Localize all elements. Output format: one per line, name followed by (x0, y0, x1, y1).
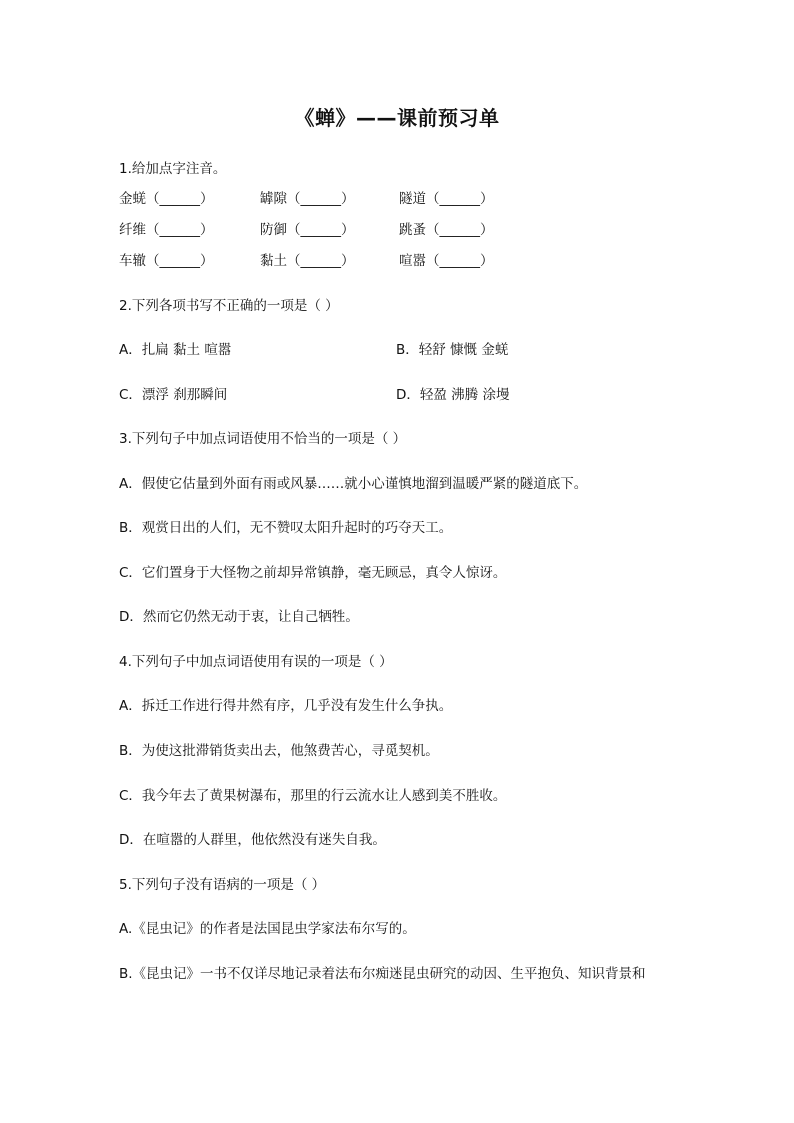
q1-item: 防御（______） (260, 222, 355, 238)
q5-stem: 5.下列句子没有语病的一项是（ ） (119, 877, 326, 893)
q1-item: 跳蚤（______） (399, 222, 494, 238)
q2-option-b: B．轻舒 慷慨 金蜣 (396, 342, 509, 358)
q5-option-b: B.《昆虫记》一书不仅详尽地记录着法布尔痴迷昆虫研究的动因、生平抱负、知识背景和 (119, 966, 646, 982)
q4-option-b: B．为使这批滞销货卖出去，他煞费苦心，寻觅契机。 (119, 743, 439, 759)
q3-option-d: D．然而它仍然无动于衷，让自己牺牲。 (119, 609, 359, 625)
q2-option-c: C．漂浮 刹那瞬间 (119, 387, 228, 403)
q1-item: 金蜣（______） (119, 191, 214, 207)
q3-option-c: C．它们置身于大怪物之前却异常镇静，毫无顾忌，真令人惊讶。 (119, 565, 507, 581)
q4-option-c: C．我今年去了黄果树瀑布，那里的行云流水让人感到美不胜收。 (119, 788, 507, 804)
q1-stem: 1.给加点字注音。 (119, 161, 227, 177)
q3-option-b: B．观赏日出的人们，无不赞叹太阳升起时的巧夺天工。 (119, 520, 453, 536)
q1-item: 车辙（______） (119, 253, 214, 269)
q4-option-a: A．拆迁工作进行得井然有序，几乎没有发生什么争执。 (119, 698, 453, 714)
q3-option-a: A．假使它估量到外面有雨或风暴……就小心谨慎地溜到温暖严紧的隧道底下。 (119, 476, 588, 492)
page-title: 《蝉》——课前预习单 (294, 106, 500, 130)
q1-item: 隧道（______） (399, 191, 494, 207)
q1-item: 罅隙（______） (260, 191, 355, 207)
q2-option-a: A．扎扁 黏土 喧嚣 (119, 342, 232, 358)
q2-option-d: D．轻盈 沸腾 涂墁 (396, 387, 510, 403)
q5-option-a: A.《昆虫记》的作者是法国昆虫学家法布尔写的。 (119, 921, 416, 937)
q1-item: 喧嚣（______） (399, 253, 494, 269)
q1-item: 黏土（______） (260, 253, 355, 269)
q4-option-d: D．在喧嚣的人群里，他依然没有迷失自我。 (119, 832, 386, 848)
q1-item: 纤维（______） (119, 222, 214, 238)
q4-stem: 4.下列句子中加点词语使用有误的一项是（ ） (119, 654, 393, 670)
q2-stem: 2.下列各项书写不正确的一项是（ ） (119, 298, 339, 314)
q3-stem: 3.下列句子中加点词语使用不恰当的一项是（ ） (119, 431, 407, 447)
